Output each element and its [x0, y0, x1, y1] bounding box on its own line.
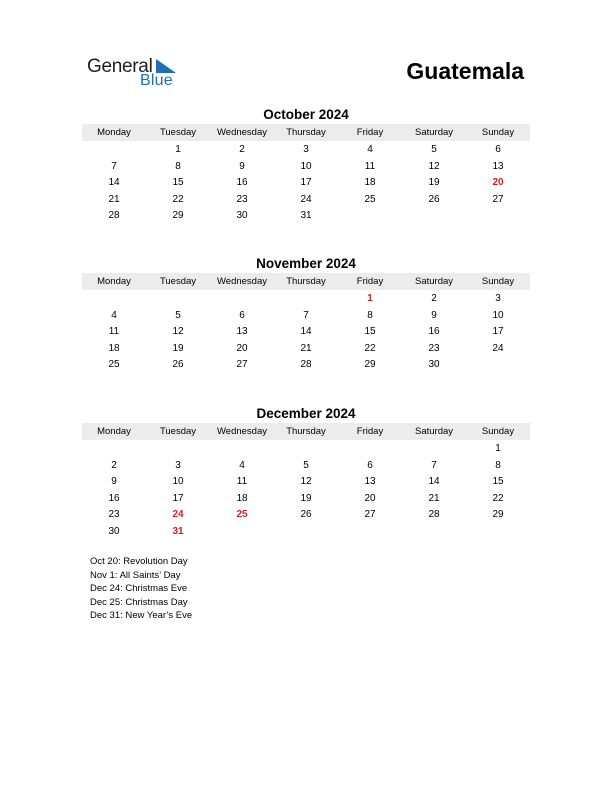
day-cell: [210, 524, 274, 541]
month-december: [82, 405, 530, 541]
day-cell: 14: [108, 177, 120, 189]
day-cell: 29: [492, 509, 504, 521]
weekday-header: [82, 423, 530, 440]
day-cell: 30: [236, 210, 248, 222]
month-title: December 2024: [256, 406, 356, 421]
weekday-label: Tuesday: [159, 276, 197, 287]
day-cell: 5: [303, 459, 309, 471]
weekday-label: Sunday: [481, 127, 515, 138]
day-cell: 4: [111, 309, 117, 321]
week-row: [82, 458, 530, 475]
day-cell: 7: [431, 459, 437, 471]
day-cell: 5: [431, 144, 437, 155]
holiday-note: Oct 20: Revolution Day: [90, 556, 188, 567]
weekday-label: Tuesday: [159, 127, 197, 138]
day-cell: 22: [364, 342, 376, 354]
day-cell: [82, 441, 146, 458]
day-cell: [210, 291, 274, 308]
weekday-label: Tuesday: [159, 426, 197, 437]
week-row: [82, 175, 530, 192]
month-title: November 2024: [256, 256, 356, 271]
country-title: Guatemala: [406, 58, 524, 84]
holiday-note: Dec 25: Christmas Day: [90, 596, 188, 608]
day-cell: [338, 441, 402, 458]
month-grid: [82, 290, 530, 374]
holiday-day-cell: 25: [236, 509, 248, 521]
weekday-label: Saturday: [414, 127, 454, 138]
holiday-day-cell: 20: [492, 177, 504, 189]
day-cell: 7: [303, 309, 309, 321]
day-cell: 19: [428, 177, 440, 189]
day-cell: 23: [108, 509, 120, 521]
day-cell: 6: [367, 459, 373, 471]
day-cell: 22: [172, 193, 184, 205]
day-cell: [466, 524, 530, 541]
day-cell: 2: [111, 459, 117, 471]
month-grid: [82, 141, 530, 225]
day-cell: 25: [108, 359, 120, 371]
day-cell: 22: [492, 492, 504, 504]
day-cell: 14: [300, 326, 312, 338]
day-cell: 18: [236, 492, 248, 504]
week-row: [82, 341, 530, 358]
day-cell: 2: [239, 144, 245, 155]
day-cell: [466, 208, 530, 225]
day-cell: [146, 441, 210, 458]
weekday-label: Monday: [97, 127, 131, 138]
day-cell: 31: [300, 210, 312, 222]
day-cell: [274, 524, 338, 541]
day-cell: [82, 291, 146, 308]
day-cell: [274, 441, 338, 458]
weekday-header: [82, 124, 530, 141]
day-cell: 20: [364, 492, 376, 504]
day-cell: 8: [175, 160, 181, 172]
day-cell: 4: [367, 144, 373, 155]
day-cell: 4: [239, 459, 245, 471]
day-cell: [338, 524, 402, 541]
day-cell: 10: [300, 160, 312, 172]
day-cell: 21: [428, 492, 440, 504]
month-title: October 2024: [263, 107, 349, 122]
day-cell: 8: [367, 309, 373, 321]
day-cell: [82, 142, 146, 159]
week-row: [82, 474, 530, 491]
day-cell: 3: [303, 144, 309, 155]
day-cell: 6: [239, 309, 245, 321]
day-cell: 21: [108, 193, 120, 205]
day-cell: 30: [108, 525, 120, 537]
day-cell: 7: [111, 160, 117, 172]
holiday-note: Dec 31: New Year’s Eve: [90, 610, 193, 622]
day-cell: 29: [172, 210, 184, 222]
month-october: [82, 106, 530, 225]
week-row: [82, 208, 530, 225]
day-cell: 24: [492, 342, 504, 354]
day-cell: 1: [175, 144, 181, 155]
weekday-label: Friday: [356, 127, 384, 138]
weekday-label: Thursday: [286, 276, 326, 287]
month-november: [82, 255, 530, 374]
day-cell: 13: [364, 476, 376, 488]
week-row: [82, 441, 530, 458]
week-row: [82, 159, 530, 176]
weekday-header: [82, 273, 530, 290]
week-row: [82, 507, 530, 524]
logo-triangle-icon: [156, 59, 176, 73]
day-cell: [146, 291, 210, 308]
day-cell: 18: [108, 342, 120, 354]
weekday-label: Sunday: [481, 426, 515, 437]
day-cell: 16: [236, 177, 248, 189]
day-cell: 8: [495, 459, 501, 471]
day-cell: [338, 208, 402, 225]
day-cell: 24: [300, 193, 312, 205]
holiday-notes: [90, 555, 192, 623]
weekday-label: Monday: [97, 426, 131, 437]
day-cell: 2: [431, 293, 437, 304]
weekday-label: Saturday: [414, 426, 454, 437]
day-cell: 3: [175, 459, 181, 471]
day-cell: 15: [172, 177, 184, 189]
weekday-label: Wednesday: [217, 426, 267, 437]
day-cell: 18: [364, 177, 376, 189]
day-cell: 17: [492, 326, 504, 338]
day-cell: 19: [300, 492, 312, 504]
day-cell: 9: [239, 160, 245, 172]
day-cell: 1: [495, 443, 501, 454]
day-cell: 16: [428, 326, 440, 338]
day-cell: 14: [428, 476, 440, 488]
holiday-day-cell: 31: [172, 525, 184, 537]
day-cell: 27: [364, 509, 376, 521]
weekday-label: Wednesday: [217, 127, 267, 138]
day-cell: 5: [175, 309, 181, 321]
day-cell: 17: [172, 492, 184, 504]
month-grid: [82, 440, 530, 541]
weekday-label: Wednesday: [217, 276, 267, 287]
weekday-label: Saturday: [414, 276, 454, 287]
day-cell: 16: [108, 492, 120, 504]
weekday-label: Friday: [356, 426, 384, 437]
week-row: [82, 524, 530, 541]
day-cell: [402, 524, 466, 541]
day-cell: 30: [428, 359, 440, 371]
week-row: [82, 142, 530, 159]
holiday-day-cell: 1: [367, 293, 373, 304]
day-cell: 10: [492, 309, 504, 321]
weekday-label: Monday: [97, 276, 131, 287]
day-cell: 11: [364, 160, 376, 172]
day-cell: 15: [492, 476, 504, 488]
general-blue-logo: [87, 54, 187, 94]
week-row: [82, 324, 530, 341]
holiday-day-cell: 24: [172, 509, 184, 521]
weekday-label: Thursday: [286, 426, 326, 437]
day-cell: 13: [236, 326, 248, 338]
day-cell: 28: [108, 210, 120, 222]
day-cell: [210, 441, 274, 458]
week-row: [82, 192, 530, 209]
day-cell: [402, 208, 466, 225]
day-cell: 23: [236, 193, 248, 205]
day-cell: 13: [492, 160, 504, 172]
day-cell: 9: [111, 476, 117, 488]
logo-word-general: General: [87, 56, 153, 77]
holiday-note: Nov 1: All Saints’ Day: [90, 569, 181, 581]
day-cell: 11: [236, 476, 248, 488]
day-cell: 26: [172, 359, 184, 371]
day-cell: [274, 291, 338, 308]
day-cell: 10: [172, 476, 184, 488]
day-cell: 27: [492, 193, 504, 205]
day-cell: 26: [300, 509, 312, 521]
day-cell: 28: [428, 509, 440, 521]
day-cell: [402, 441, 466, 458]
day-cell: 12: [172, 326, 184, 338]
logo-word-blue: Blue: [140, 72, 173, 89]
week-row: [82, 291, 530, 308]
day-cell: 9: [431, 309, 437, 321]
day-cell: 6: [495, 144, 501, 155]
day-cell: 23: [428, 342, 440, 354]
day-cell: 15: [364, 326, 376, 338]
week-row: [82, 357, 530, 374]
weekday-label: Sunday: [481, 276, 515, 287]
day-cell: 19: [172, 342, 184, 354]
day-cell: 3: [495, 293, 501, 304]
weekday-label: Friday: [356, 276, 384, 287]
day-cell: 29: [364, 359, 376, 371]
day-cell: 28: [300, 359, 312, 371]
day-cell: 12: [300, 476, 312, 488]
holiday-note: Dec 24: Christmas Eve: [90, 583, 188, 595]
day-cell: 20: [236, 342, 248, 354]
day-cell: 25: [364, 193, 376, 205]
day-cell: 17: [300, 177, 312, 189]
day-cell: 26: [428, 193, 440, 205]
weekday-label: Thursday: [286, 127, 326, 138]
day-cell: 12: [428, 160, 440, 172]
day-cell: 21: [300, 342, 312, 354]
day-cell: 11: [108, 326, 120, 338]
week-row: [82, 308, 530, 325]
day-cell: 27: [236, 359, 248, 371]
day-cell: [466, 357, 530, 374]
week-row: [82, 491, 530, 508]
